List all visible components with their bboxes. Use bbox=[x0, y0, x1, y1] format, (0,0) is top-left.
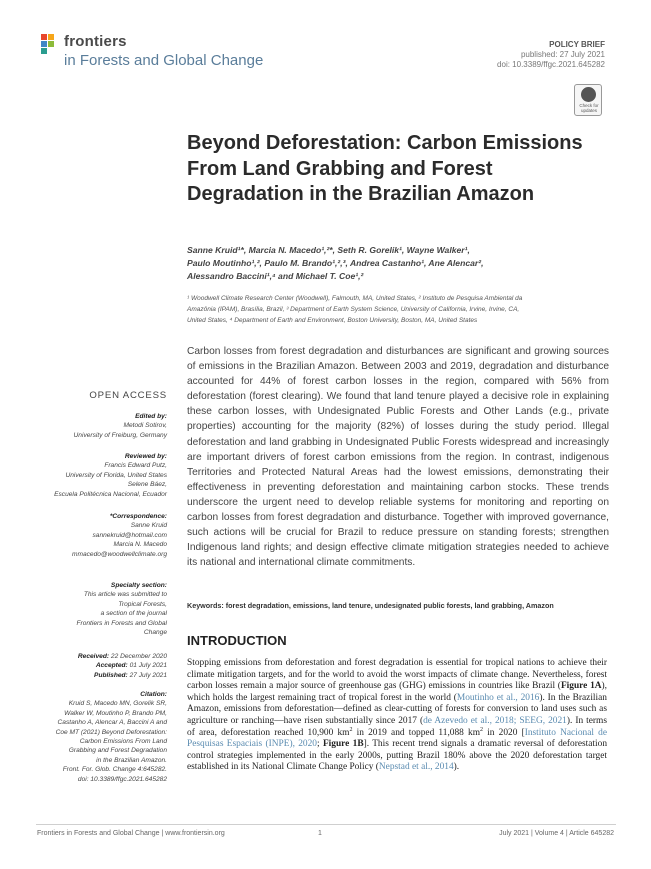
page-number: 1 bbox=[318, 830, 322, 837]
published-date-side: 27 July 2021 bbox=[129, 671, 167, 679]
citation-line: in the Brazilian Amazon. bbox=[96, 756, 167, 764]
editor-line: University of Freiburg, Germany bbox=[73, 431, 167, 439]
corr-email[interactable]: mmacedo@woodwellclimate.org bbox=[71, 550, 167, 558]
reviewer-line: University of Florida, United States bbox=[65, 471, 167, 479]
doi[interactable]: doi: 10.3389/ffgc.2021.645282 bbox=[497, 60, 605, 69]
author-list bbox=[187, 244, 607, 283]
author-line: Alessandro Baccini¹,⁴ and Michael T. Coe¹,² bbox=[187, 271, 364, 281]
citation-line: Grabbing and Forest Degradation bbox=[68, 747, 167, 755]
received-label: Received: bbox=[77, 653, 110, 660]
figure-reference[interactable]: Figure 1B bbox=[322, 739, 364, 750]
corr-email[interactable]: sannekruid@hotmail.com bbox=[92, 531, 167, 539]
specialty-heading: Specialty section: bbox=[110, 582, 167, 589]
check-for-updates-label: Check for updates bbox=[579, 103, 599, 113]
citation-line: Carbon Emissions From Land bbox=[79, 738, 167, 746]
keywords: Keywords: forest degradation, emissions, land tenure, undesignated public forests, land grabbing, Amazon bbox=[187, 601, 554, 610]
edited-by-block bbox=[7, 412, 167, 440]
journal-name: in Forests and Global Change bbox=[64, 52, 264, 69]
corr-line: Marcia N. Macedo bbox=[113, 541, 167, 549]
article-type: POLICY BRIEF bbox=[549, 40, 605, 49]
text-run: ), which holds the largest remaining tract of tropical forest in the world ( bbox=[187, 681, 607, 703]
citation-heading: Citation: bbox=[140, 691, 167, 698]
text-run: ). bbox=[453, 762, 460, 773]
frontiers-logo-icon bbox=[38, 32, 62, 56]
footer-volume: July 2021 | Volume 4 | Article 645282 bbox=[499, 830, 614, 837]
specialty-section-block bbox=[7, 581, 167, 637]
reviewed-by-block bbox=[7, 452, 167, 499]
dates-block bbox=[7, 652, 167, 680]
introduction-paragraph bbox=[187, 658, 607, 774]
author-line: Paulo Moutinho¹,², Paulo M. Brando¹,²,³, Andrea Castanho¹, Ane Alencar², bbox=[187, 258, 484, 268]
superscript: 2 bbox=[349, 726, 353, 733]
affiliation-line: ¹ Woodwell Climate Research Center (Woodwell), Falmouth, MA, United States, ² Instituto de Pesquisa Ambiental da bbox=[187, 295, 523, 302]
reviewer-line: Escuela Politécnica Nacional, Ecuador bbox=[54, 490, 167, 498]
superscript: 2 bbox=[480, 726, 484, 733]
published-label: Published: bbox=[94, 671, 128, 679]
article-meta bbox=[497, 40, 605, 70]
edited-by-heading: Edited by: bbox=[135, 413, 167, 420]
check-for-updates-icon bbox=[581, 87, 596, 102]
text-run: ; bbox=[317, 739, 323, 750]
specialty-line: Frontiers in Forests and Global bbox=[76, 619, 167, 627]
figure-reference[interactable]: Figure 1A bbox=[560, 681, 602, 692]
author-line: Sanne Kruid¹*, Marcia N. Macedo¹,²*, Seth R. Gorelik¹, Wayne Walker¹, bbox=[187, 245, 470, 255]
citation-link[interactable]: Instituto Nacional de Pesquisas Espaciais (INPE), 2020 bbox=[187, 727, 607, 750]
abstract: Carbon losses from forest degradation and disturbances are significant and growing sources of emissions in the Brazilian Amazon. Between 2003 and 2019, degradation and disturbance accounted for 44% of forest carbon losses in the region, compared with 56% from deforestation (forest clearing). We found that land tenure played a decisive role in explaining these carbon losses, with Undesignated Public Forests and Other Lands (e.g., private properties) accounting for the majority (82%) of losses during the study period. Illegal deforestation and land grabbing in Undesignated Public Forests widespread and increasingly are important drivers of forest carbon emissions from the region. In contrast, indigenous Territories and Protected Natural Areas had the lowest emissions, demonstrating their effectiveness in preventing deforestation and maintaining carbon stocks. These trends underscore the urgent need to develop reliable systems for monitoring and reporting on carbon losses from forest degradation and disturbance. Together with improved governance, such actions will be crucial for Brazil to reduce pressure on standing forests; strengthen Indigenous land rights; and design effective climate mitigation strategies needed to achieve its national and international climate commitments. bbox=[187, 346, 609, 569]
citation-block bbox=[7, 690, 167, 784]
citation-line: Front. For. Glob. Change 4:645282. bbox=[62, 766, 167, 774]
specialty-line: Change bbox=[143, 629, 167, 637]
text-run: ). In the Brazilian Amazon, emissions from deforestation—defined as clear-cutting of forests for conversion to land uses such as agriculture or ranching—have risen substantially since 2017 ( bbox=[187, 692, 607, 726]
published-date: published: 27 July 2021 bbox=[520, 50, 605, 59]
text-run: in 2019 and topped 11,088 km bbox=[352, 727, 481, 738]
received-date: 22 December 2020 bbox=[110, 653, 167, 660]
footer-journal[interactable]: Frontiers in Forests and Global Change | www.frontiersin.org bbox=[37, 830, 225, 837]
journal-logo bbox=[38, 30, 278, 70]
corr-line: Sanne Kruid bbox=[130, 522, 167, 530]
correspondence-heading: *Correspondence: bbox=[109, 513, 167, 520]
citation-line: Walker W, Moutinho P, Brando PM, bbox=[64, 709, 167, 717]
citation-doi[interactable]: doi: 10.3389/ffgc.2021.645282 bbox=[77, 775, 167, 783]
specialty-line: This article was submitted to bbox=[83, 591, 167, 599]
text-run: ). In terms of area, deforestation reached 10,900 km bbox=[187, 715, 607, 738]
reviewer-line: Francis Edward Putz, bbox=[104, 462, 167, 470]
text-run: Stopping emissions from deforestation and forest degradation is essential for tropical nations to achieve their climate mitigation targets, and for the world to avoid the worst impacts of climate change. Nevertheless, forest carbon losses remain a major source of greenhouse gas (GHG) emissions in countries like Brazil ( bbox=[187, 658, 607, 692]
correspondence-block bbox=[7, 512, 167, 559]
citation-line: Castanho A, Alencar A, Baccini A and bbox=[57, 719, 167, 727]
text-run: in 2020 [ bbox=[483, 727, 525, 738]
section-heading: INTRODUCTION bbox=[187, 633, 287, 648]
accepted-date: 01 July 2021 bbox=[129, 662, 167, 670]
footer-divider bbox=[36, 824, 616, 825]
citation-line: Coe MT (2021) Beyond Deforestation: bbox=[55, 728, 167, 736]
reviewed-by-heading: Reviewed by: bbox=[124, 453, 167, 460]
affiliation-line: United States, ⁴ Department of Earth and Environment, Boston University, Boston, MA, United States bbox=[187, 317, 478, 324]
editor-line: Metodi Sotirov, bbox=[123, 422, 167, 430]
article-title: Beyond Deforestation: Carbon Emissions From Land Grabbing and Forest Degradation in the Brazilian Amazon bbox=[187, 132, 583, 205]
logo-wordmark: frontiers bbox=[64, 33, 127, 50]
affiliation-line: Amazônia (IPAM), Brasília, Brazil, ³ Department of Earth System Science, University of California, Irvine, Irvine, CA, bbox=[187, 306, 520, 313]
open-access-label: OPEN ACCESS bbox=[89, 390, 167, 401]
specialty-line: Tropical Forests, bbox=[118, 600, 167, 608]
citation-link[interactable]: Nepstad et al., 2014 bbox=[378, 762, 454, 773]
citation-link[interactable]: de Azevedo et al., 2018; SEEG, 2021 bbox=[423, 715, 567, 726]
citation-line: Kruid S, Macedo MN, Gorelik SR, bbox=[68, 700, 167, 708]
specialty-line: a section of the journal bbox=[100, 610, 167, 618]
citation-link[interactable]: Moutinho et al., 2016 bbox=[456, 692, 540, 703]
reviewer-line: Selene Báez, bbox=[127, 481, 167, 489]
affiliations bbox=[187, 293, 607, 326]
accepted-label: Accepted: bbox=[95, 662, 128, 670]
text-run: ]. This recent trend signals a dramatic reversal of deforestation control strategies implemented in the early 2000s, putting Brazil 180% above the 2020 deforestation target established in its National Climate Change Policy ( bbox=[187, 739, 608, 773]
check-for-updates-badge[interactable] bbox=[574, 84, 602, 116]
